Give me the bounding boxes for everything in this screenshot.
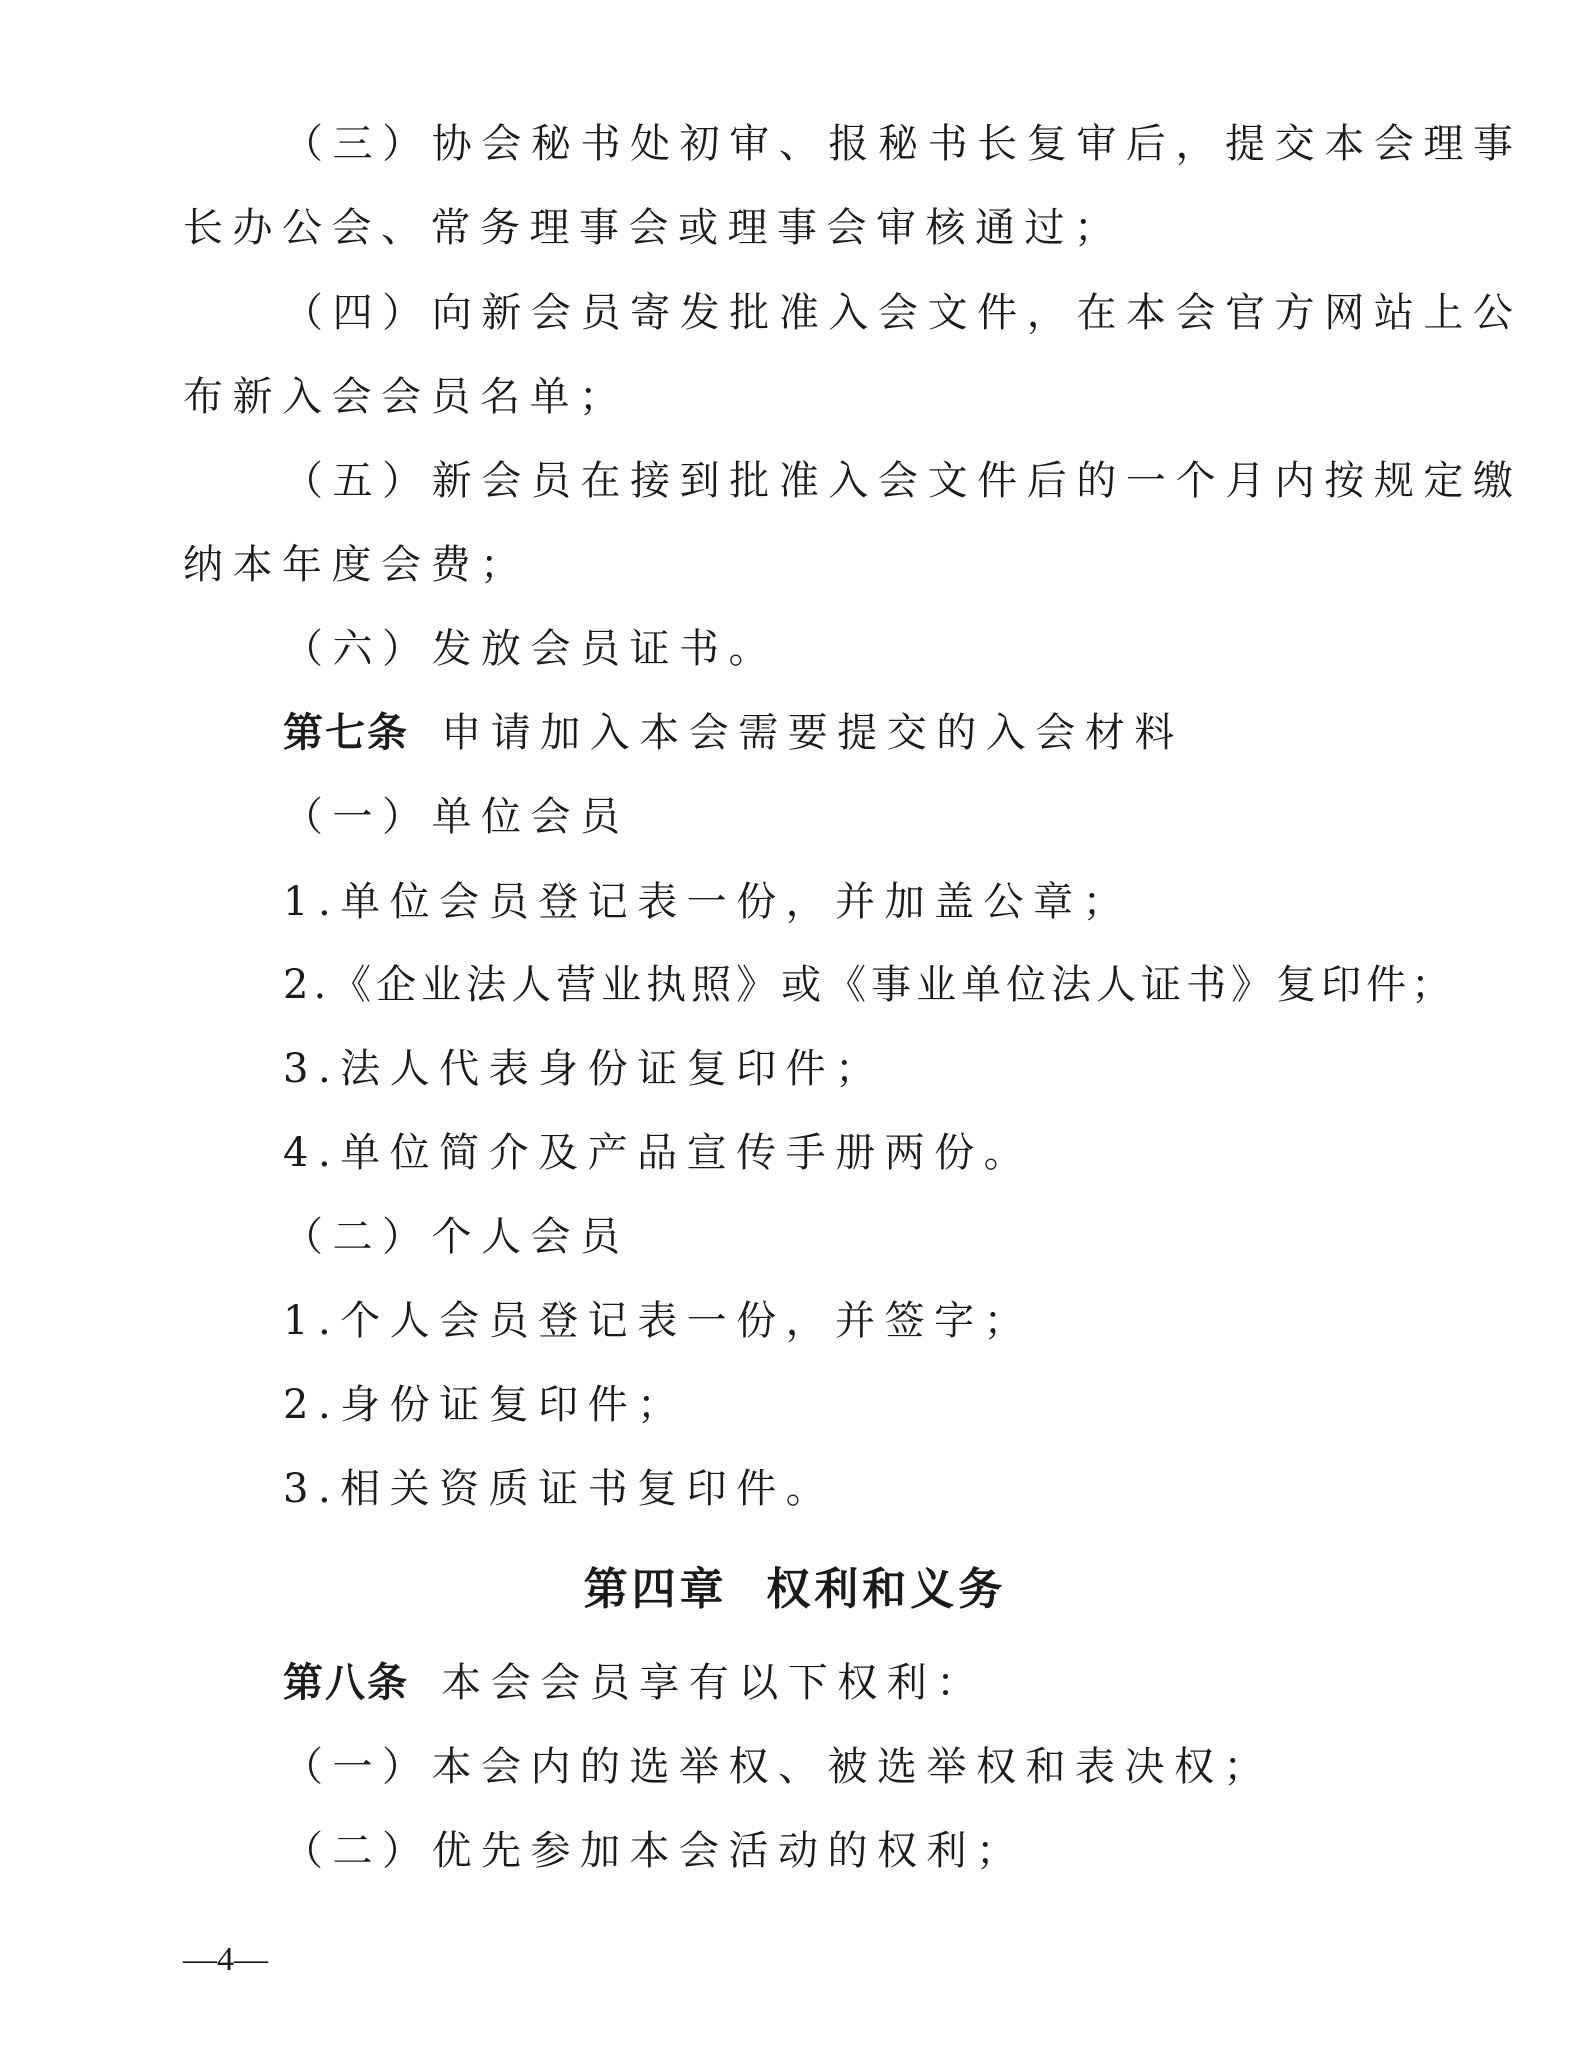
article-7-text: 申请加入本会需要提交的入会材料 (441, 710, 1184, 756)
article-8-text: 本会会员享有以下权利： (441, 1660, 986, 1706)
unit-member-heading: （一）单位会员 (283, 794, 630, 840)
unit-member-item-2: 2.《企业法人营业执照》或《事业单位法人证书》复印件； (283, 962, 1457, 1008)
item-6: （六）发放会员证书。 (283, 626, 778, 672)
right-item-1: （一）本会内的选举权、被选举权和表决权； (283, 1744, 1273, 1790)
chapter-heading: 第四章 权利和义务 (583, 1564, 1007, 1615)
individual-member-item-3: 3.相关资质证书复印件。 (283, 1466, 836, 1512)
individual-member-heading: （二）个人会员 (283, 1214, 630, 1260)
article-8-label: 第八条 (283, 1660, 409, 1706)
individual-member-item-2: 2.身份证复印件； (283, 1382, 687, 1428)
unit-member-item-4: 4.单位简介及产品宣传手册两份。 (283, 1130, 1034, 1176)
item-3-line-2: 长办公会、常务理事会或理事会审核通过； (183, 205, 1124, 251)
item-4-line-2: 布新入会会员名单； (183, 374, 629, 420)
individual-member-item-1: 1.个人会员登记表一份，并签字； (283, 1298, 1034, 1344)
unit-member-item-3: 3.法人代表身份证复印件； (283, 1046, 885, 1092)
article-8-heading (283, 1655, 1513, 1711)
item-3-line-1: （三）协会秘书处初审、报秘书长复审后，提交本会理事 (283, 121, 1513, 167)
item-5-line-1: （五）新会员在接到批准入会文件后的一个月内按规定缴 (283, 458, 1513, 504)
article-7-label: 第七条 (283, 710, 409, 756)
page-number: —4— (183, 1941, 268, 1978)
unit-member-item-1: 1.单位会员登记表一份，并加盖公章； (283, 879, 1133, 925)
right-item-2: （二）优先参加本会活动的权利； (283, 1828, 1026, 1874)
article-7-heading (283, 705, 1513, 761)
item-5-line-2: 纳本年度会费； (183, 542, 530, 588)
item-4-line-1: （四）向新会员寄发批准入会文件，在本会官方网站上公 (283, 290, 1513, 336)
